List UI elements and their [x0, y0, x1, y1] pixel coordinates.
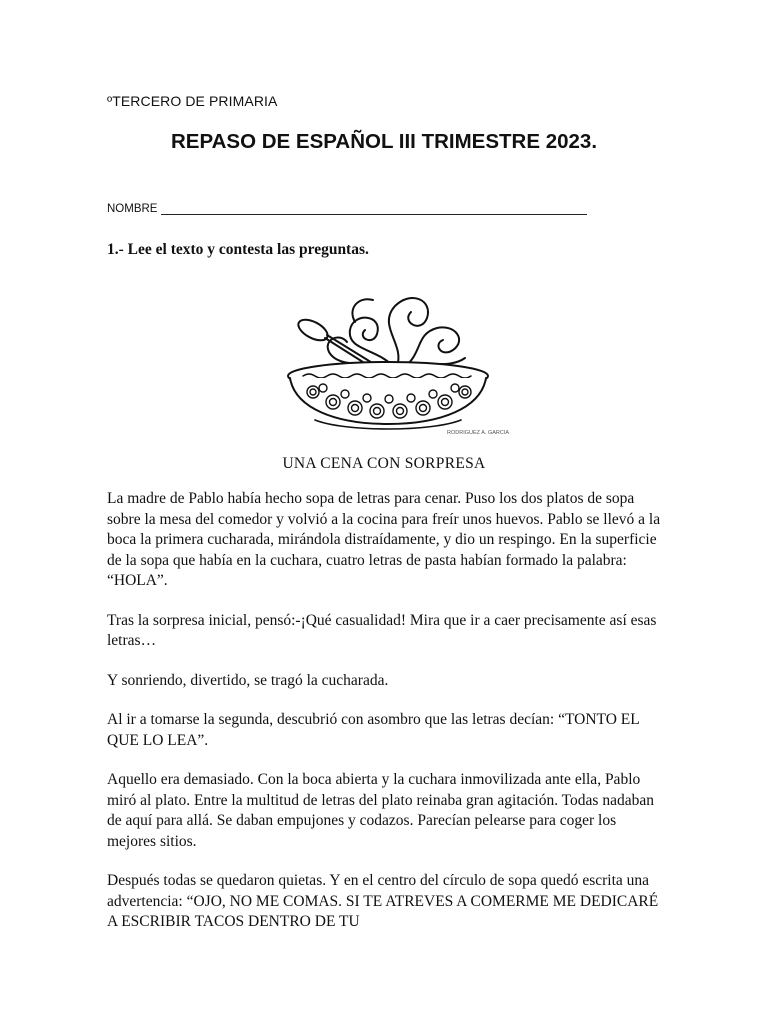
- story-paragraph: La madre de Pablo había hecho sopa de letras para cenar. Puso los dos platos de sopa sobre la mesa del comedor y volvió a la cocina para freír unos huevos. Pablo se llevó a la boca la primera cucharada, mirándola distraídamente, y dio un respingo. En la superficie de la sopa que había en la cuchara, cuatro letras de pasta habían formado la palabra: “HOLA”.: [107, 490, 661, 589]
- story-paragraph: Aquello era demasiado. Con la boca abierta y la cuchara inmovilizada ante ella, Pablo miró al plato. Entre la multitud de letras del plato reinaba gran agitación. Todas nadaban de aquí para allá. Se daban empujones y codazos. Parecían pelearse para coger los mejores sitios.: [107, 771, 654, 850]
- story-paragraph: Al ir a tomarse la segunda, descubrió con asombro que las letras decían: “TONTO EL QUE LO LEA”.: [107, 711, 640, 749]
- illustration-caption: RODRIGUEZ A. GARCIA: [447, 430, 510, 436]
- name-blank-line: [161, 203, 587, 215]
- name-field: [107, 203, 587, 215]
- story-paragraph: Y sonriendo, divertido, se tragó la cucharada.: [107, 671, 389, 689]
- exercise-instruction: 1.- Lee el texto y contesta las preguntas.: [107, 241, 369, 258]
- grade-label: ºTERCERO DE PRIMARIA: [107, 93, 278, 109]
- story-paragraph: Tras la sorpresa inicial, pensó:-¡Qué casualidad! Mira que ir a caer precisamente así esas letras…: [107, 611, 657, 649]
- soup-bowl-icon: [255, 278, 520, 438]
- story-title: UNA CENA CON SORPRESA: [282, 455, 486, 472]
- name-label: NOMBRE: [107, 203, 158, 215]
- page-title: REPASO DE ESPAÑOL III TRIMESTRE 2023.: [170, 130, 598, 153]
- story-text: [107, 489, 667, 952]
- story-paragraph: Después todas se quedaron quietas. Y en el centro del círculo de sopa quedó escrita una advertencia: “OJO, NO ME COMAS. SI TE ATREVES A COMERME ME DEDICARÉ A ESCRIBIR TACOS DENTRO DE TU: [107, 872, 659, 930]
